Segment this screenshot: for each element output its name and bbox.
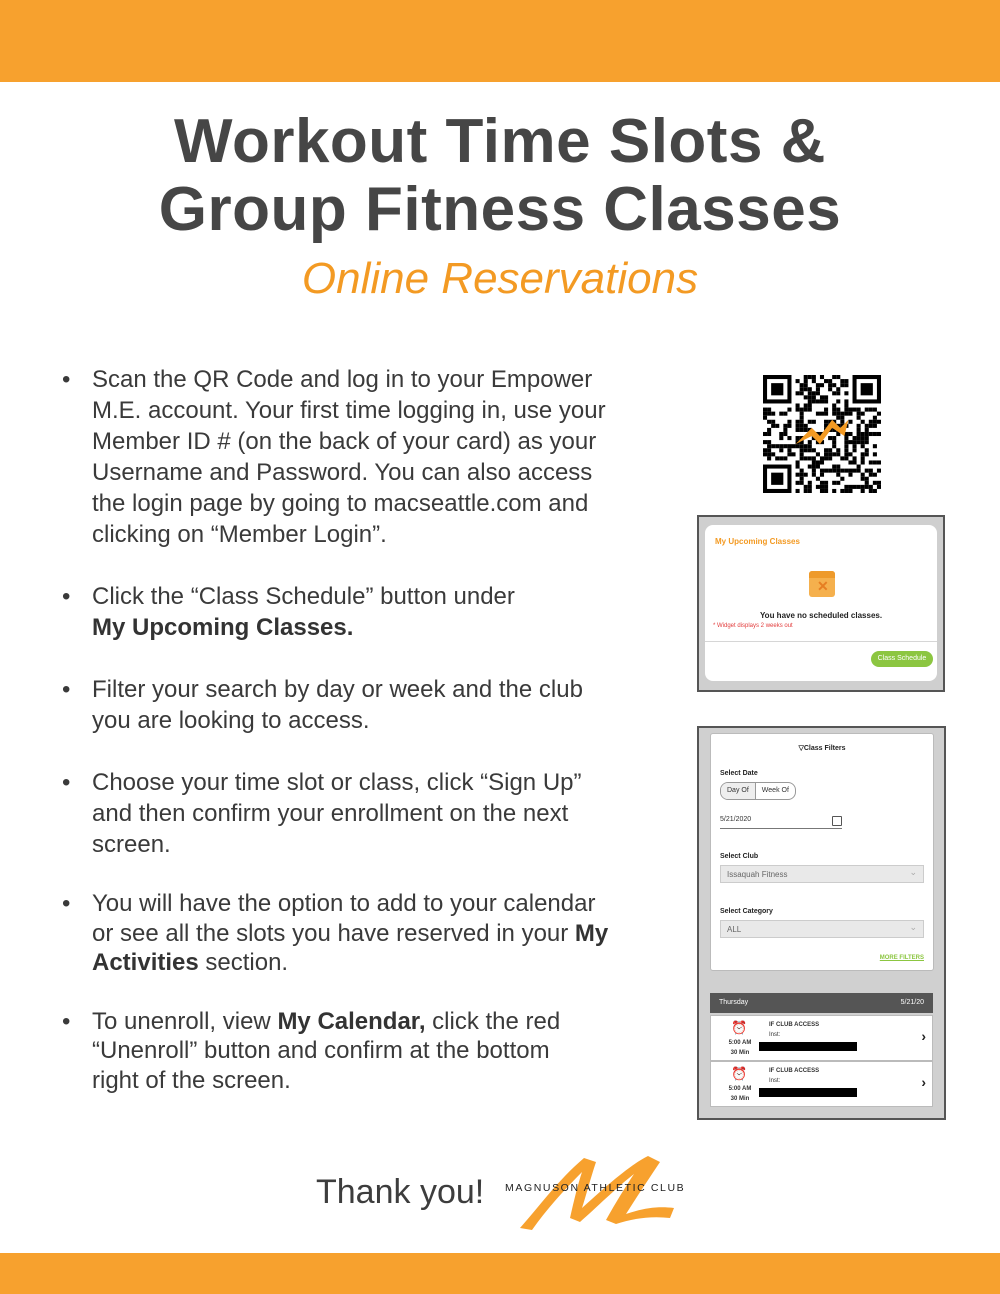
- alarm-clock-icon: ⏰: [731, 1020, 748, 1035]
- divider: [705, 641, 937, 642]
- category-select[interactable]: ALL ⌄: [720, 920, 924, 938]
- instruction-list: [60, 364, 640, 1095]
- calendar-x-icon: ✕: [809, 571, 835, 597]
- step-5: • You will have the option to add to your calendar or see all the slots you have reserved in your My Activities section.: [60, 889, 640, 978]
- class-filters-panel: [710, 733, 934, 971]
- calendar-icon[interactable]: [832, 816, 842, 826]
- club-select[interactable]: Issaquah Fitness ⌄: [720, 865, 924, 883]
- top-orange-band: [0, 0, 1000, 82]
- step-1: • Scan the QR Code and log in to your Empower M.E. account. Your first time logging in, use your Member ID # (on the back of your card) as your Username and Password. You can also access the login page by going to macseattle.com and clicking on “Member Login”.: [60, 364, 640, 550]
- alarm-clock-icon: ⏰: [731, 1066, 748, 1081]
- club-logo-text: MAGNUSON ATHLETIC CLUB: [505, 1182, 686, 1194]
- instructor-label: Inst:: [769, 1078, 781, 1084]
- step-6: • To unenroll, view My Calendar, click the red “Unenroll” button and confirm at the bottom right of the screen.: [60, 1007, 640, 1096]
- week-of-toggle[interactable]: Week Of: [761, 787, 789, 794]
- class-filters-screenshot: [697, 726, 946, 1120]
- widget-note: * Widget displays 2 weeks out: [713, 623, 793, 629]
- step-4: • Choose your time slot or class, click “Sign Up” and then confirm your enrollment on the next screen.: [60, 767, 640, 860]
- class-row[interactable]: ⏰ 5:00 AM 30 Min IF CLUB ACCESS Inst: ›: [710, 1061, 933, 1107]
- day-name: Thursday: [719, 999, 749, 1006]
- page-title-line2: Group Fitness Classes: [158, 175, 842, 244]
- select-date-label: Select Date: [720, 770, 758, 777]
- day-header: [710, 993, 933, 1013]
- day-date: 5/21/20: [900, 999, 924, 1006]
- select-club-label: Select Club: [720, 853, 759, 860]
- class-name: IF CLUB ACCESS: [769, 1068, 820, 1074]
- class-schedule-button[interactable]: Class Schedule: [871, 651, 933, 667]
- page-title-line1: Workout Time Slots &: [174, 107, 826, 176]
- upcoming-classes-widget: [705, 525, 937, 681]
- date-input[interactable]: 5/21/2020: [720, 816, 842, 829]
- qr-code[interactable]: [763, 375, 881, 493]
- upcoming-classes-screenshot: [697, 515, 945, 692]
- filters-heading: ▽Class Filters: [798, 745, 846, 752]
- date-mode-toggle[interactable]: [720, 782, 796, 800]
- step-2: • Click the “Class Schedule” button under My Upcoming Classes.: [60, 581, 640, 643]
- no-classes-message: You have no scheduled classes.: [759, 611, 883, 620]
- class-row[interactable]: ⏰ 5:00 AM 30 Min IF CLUB ACCESS Inst: ›: [710, 1015, 933, 1061]
- step-3: • Filter your search by day or week and the club you are looking to access.: [60, 674, 640, 736]
- class-name: IF CLUB ACCESS: [769, 1022, 820, 1028]
- select-category-label: Select Category: [720, 908, 773, 915]
- more-filters-link[interactable]: MORE FILTERS: [879, 955, 924, 961]
- chevron-right-icon[interactable]: ›: [921, 1074, 926, 1090]
- instructor-label: Inst:: [769, 1032, 781, 1038]
- redacted-bar: [759, 1088, 857, 1097]
- bottom-orange-band: [0, 1253, 1000, 1294]
- day-of-toggle[interactable]: Day Of: [721, 783, 756, 799]
- page-subtitle: Online Reservations: [301, 254, 699, 303]
- thank-you-text: Thank you!: [316, 1173, 485, 1211]
- chevron-right-icon[interactable]: ›: [921, 1028, 926, 1044]
- filter-icon: ▽: [798, 745, 804, 752]
- redacted-bar: [759, 1042, 857, 1051]
- widget-title: My Upcoming Classes: [715, 537, 800, 546]
